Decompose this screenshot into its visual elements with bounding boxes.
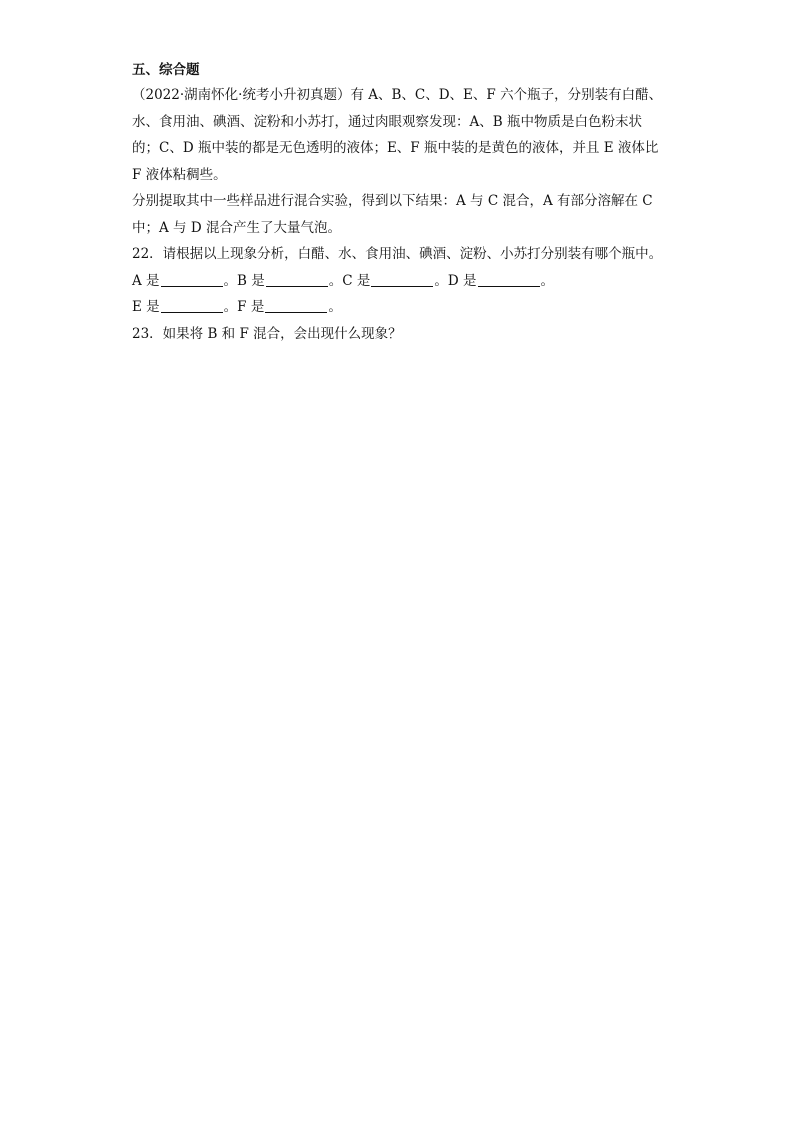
label-a: A 是 [132, 272, 160, 289]
label-c: 。C 是 [328, 272, 371, 289]
question-23: 23．如果将 B 和 F 混合，会出现什么现象？ [132, 325, 402, 342]
label-f: 。F 是 [223, 299, 265, 315]
question-22-answers-row-1 [132, 268, 672, 295]
problem-intro [132, 82, 672, 188]
answer-blank-d[interactable] [478, 272, 540, 287]
document-page [132, 58, 672, 347]
intro-line-2: 水、食用油、碘酒、淀粉和小苏打，通过肉眼观察发现：A、B 瓶中物质是白色粉末状 [132, 113, 642, 130]
answer-blank-e[interactable] [161, 298, 223, 313]
question-22: 22．请根据以上现象分析，白醋、水、食用油、碘酒、淀粉、小苏打分别装有哪个瓶中。 [132, 246, 663, 262]
intro-line-3: 的；C、D 瓶中装的都是无色透明的液体；E、F 瓶中装的是黄色的液体，并且 E 液体比 [132, 140, 659, 156]
answer-blank-c[interactable] [371, 272, 433, 287]
intro-line-1: （2022·湖南怀化·统考小升初真题）有 A、B、C、D、E、F 六个瓶子，分别装有白醋、 [132, 87, 663, 103]
intro-line-4: F 液体粘稠些。 [132, 166, 227, 183]
row-1-end: 。 [540, 272, 555, 289]
experiment-line-2: 中；A 与 D 混合产生了大量气泡。 [132, 219, 341, 236]
section-title: 五、综合题 [132, 62, 200, 78]
row-2-end: 。 [328, 299, 342, 315]
label-e: E 是 [132, 299, 160, 315]
answer-blank-b[interactable] [266, 272, 328, 287]
answer-blank-a[interactable] [161, 272, 223, 287]
label-b: 。B 是 [223, 272, 265, 289]
answer-blank-f[interactable] [265, 298, 327, 313]
experiment-line-1: 分别提取其中一些样品进行混合实验，得到以下结果：A 与 C 混合，A 有部分溶解在 C [132, 193, 653, 209]
experiment-text [132, 188, 672, 241]
question-22-answers-row-2 [132, 294, 672, 321]
label-d: 。D 是 [434, 272, 477, 289]
